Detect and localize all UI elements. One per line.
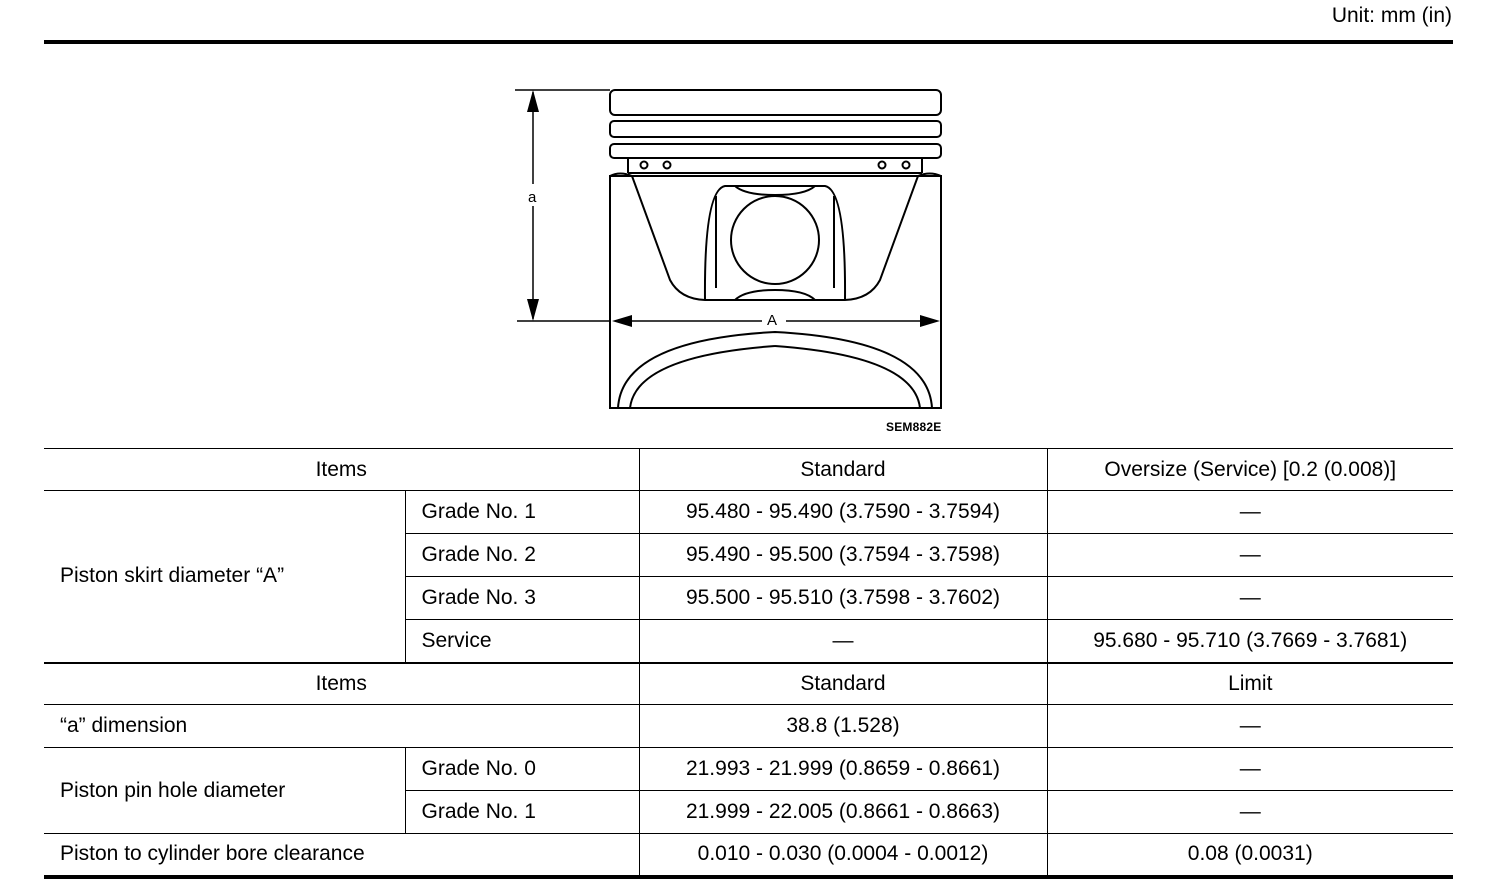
skirt-diameter-label: Piston skirt diameter “A” (44, 491, 405, 663)
header-items: Items (44, 449, 639, 491)
standard-value: 95.500 - 95.510 (3.7598 - 3.7602) (639, 577, 1047, 620)
header-items: Items (44, 663, 639, 705)
table2-header-row (44, 663, 1453, 705)
oversize-value: — (1047, 491, 1453, 534)
figure-code: SEM882E (886, 420, 942, 434)
grade-label: Grade No. 0 (405, 748, 639, 791)
table-row (44, 748, 1453, 791)
oversize-value: — (1047, 577, 1453, 620)
grade-label: Service (405, 620, 639, 663)
pin-hole-label: Piston pin hole diameter (44, 748, 405, 834)
piston-diagram (500, 80, 970, 440)
clearance-label: Piston to cylinder bore clearance (44, 834, 639, 877)
standard-value: 21.999 - 22.005 (0.8661 - 0.8663) (639, 791, 1047, 834)
standard-value: 0.010 - 0.030 (0.0004 - 0.0012) (639, 834, 1047, 877)
standard-value: 38.8 (1.528) (639, 705, 1047, 748)
header-standard: Standard (639, 663, 1047, 705)
limit-value: — (1047, 748, 1453, 791)
table-row (44, 705, 1453, 748)
grade-label: Grade No. 1 (405, 491, 639, 534)
unit-label: Unit: mm (in) (1331, 4, 1452, 27)
label-a: a (528, 189, 537, 206)
grade-label: Grade No. 2 (405, 534, 639, 577)
limit-value: 0.08 (0.0031) (1047, 834, 1453, 877)
table-row (44, 834, 1453, 877)
grade-label: Grade No. 3 (405, 577, 639, 620)
top-rule (44, 40, 1453, 44)
table-row (44, 491, 1453, 534)
header-limit: Limit (1047, 663, 1453, 705)
limit-value: — (1047, 791, 1453, 834)
a-dimension-label: “a” dimension (44, 705, 639, 748)
oversize-value: — (1047, 534, 1453, 577)
header-standard: Standard (639, 449, 1047, 491)
standard-value: — (639, 620, 1047, 663)
standard-value: 95.480 - 95.490 (3.7590 - 3.7594) (639, 491, 1047, 534)
oversize-value: 95.680 - 95.710 (3.7669 - 3.7681) (1047, 620, 1453, 663)
standard-value: 95.490 - 95.500 (3.7594 - 3.7598) (639, 534, 1047, 577)
label-A: A (767, 312, 778, 329)
standard-value: 21.993 - 21.999 (0.8659 - 0.8661) (639, 748, 1047, 791)
piston-spec-table (44, 448, 1453, 879)
header-oversize: Oversize (Service) [0.2 (0.008)] (1047, 449, 1453, 491)
grade-label: Grade No. 1 (405, 791, 639, 834)
table1-header-row (44, 449, 1453, 491)
limit-value: — (1047, 705, 1453, 748)
